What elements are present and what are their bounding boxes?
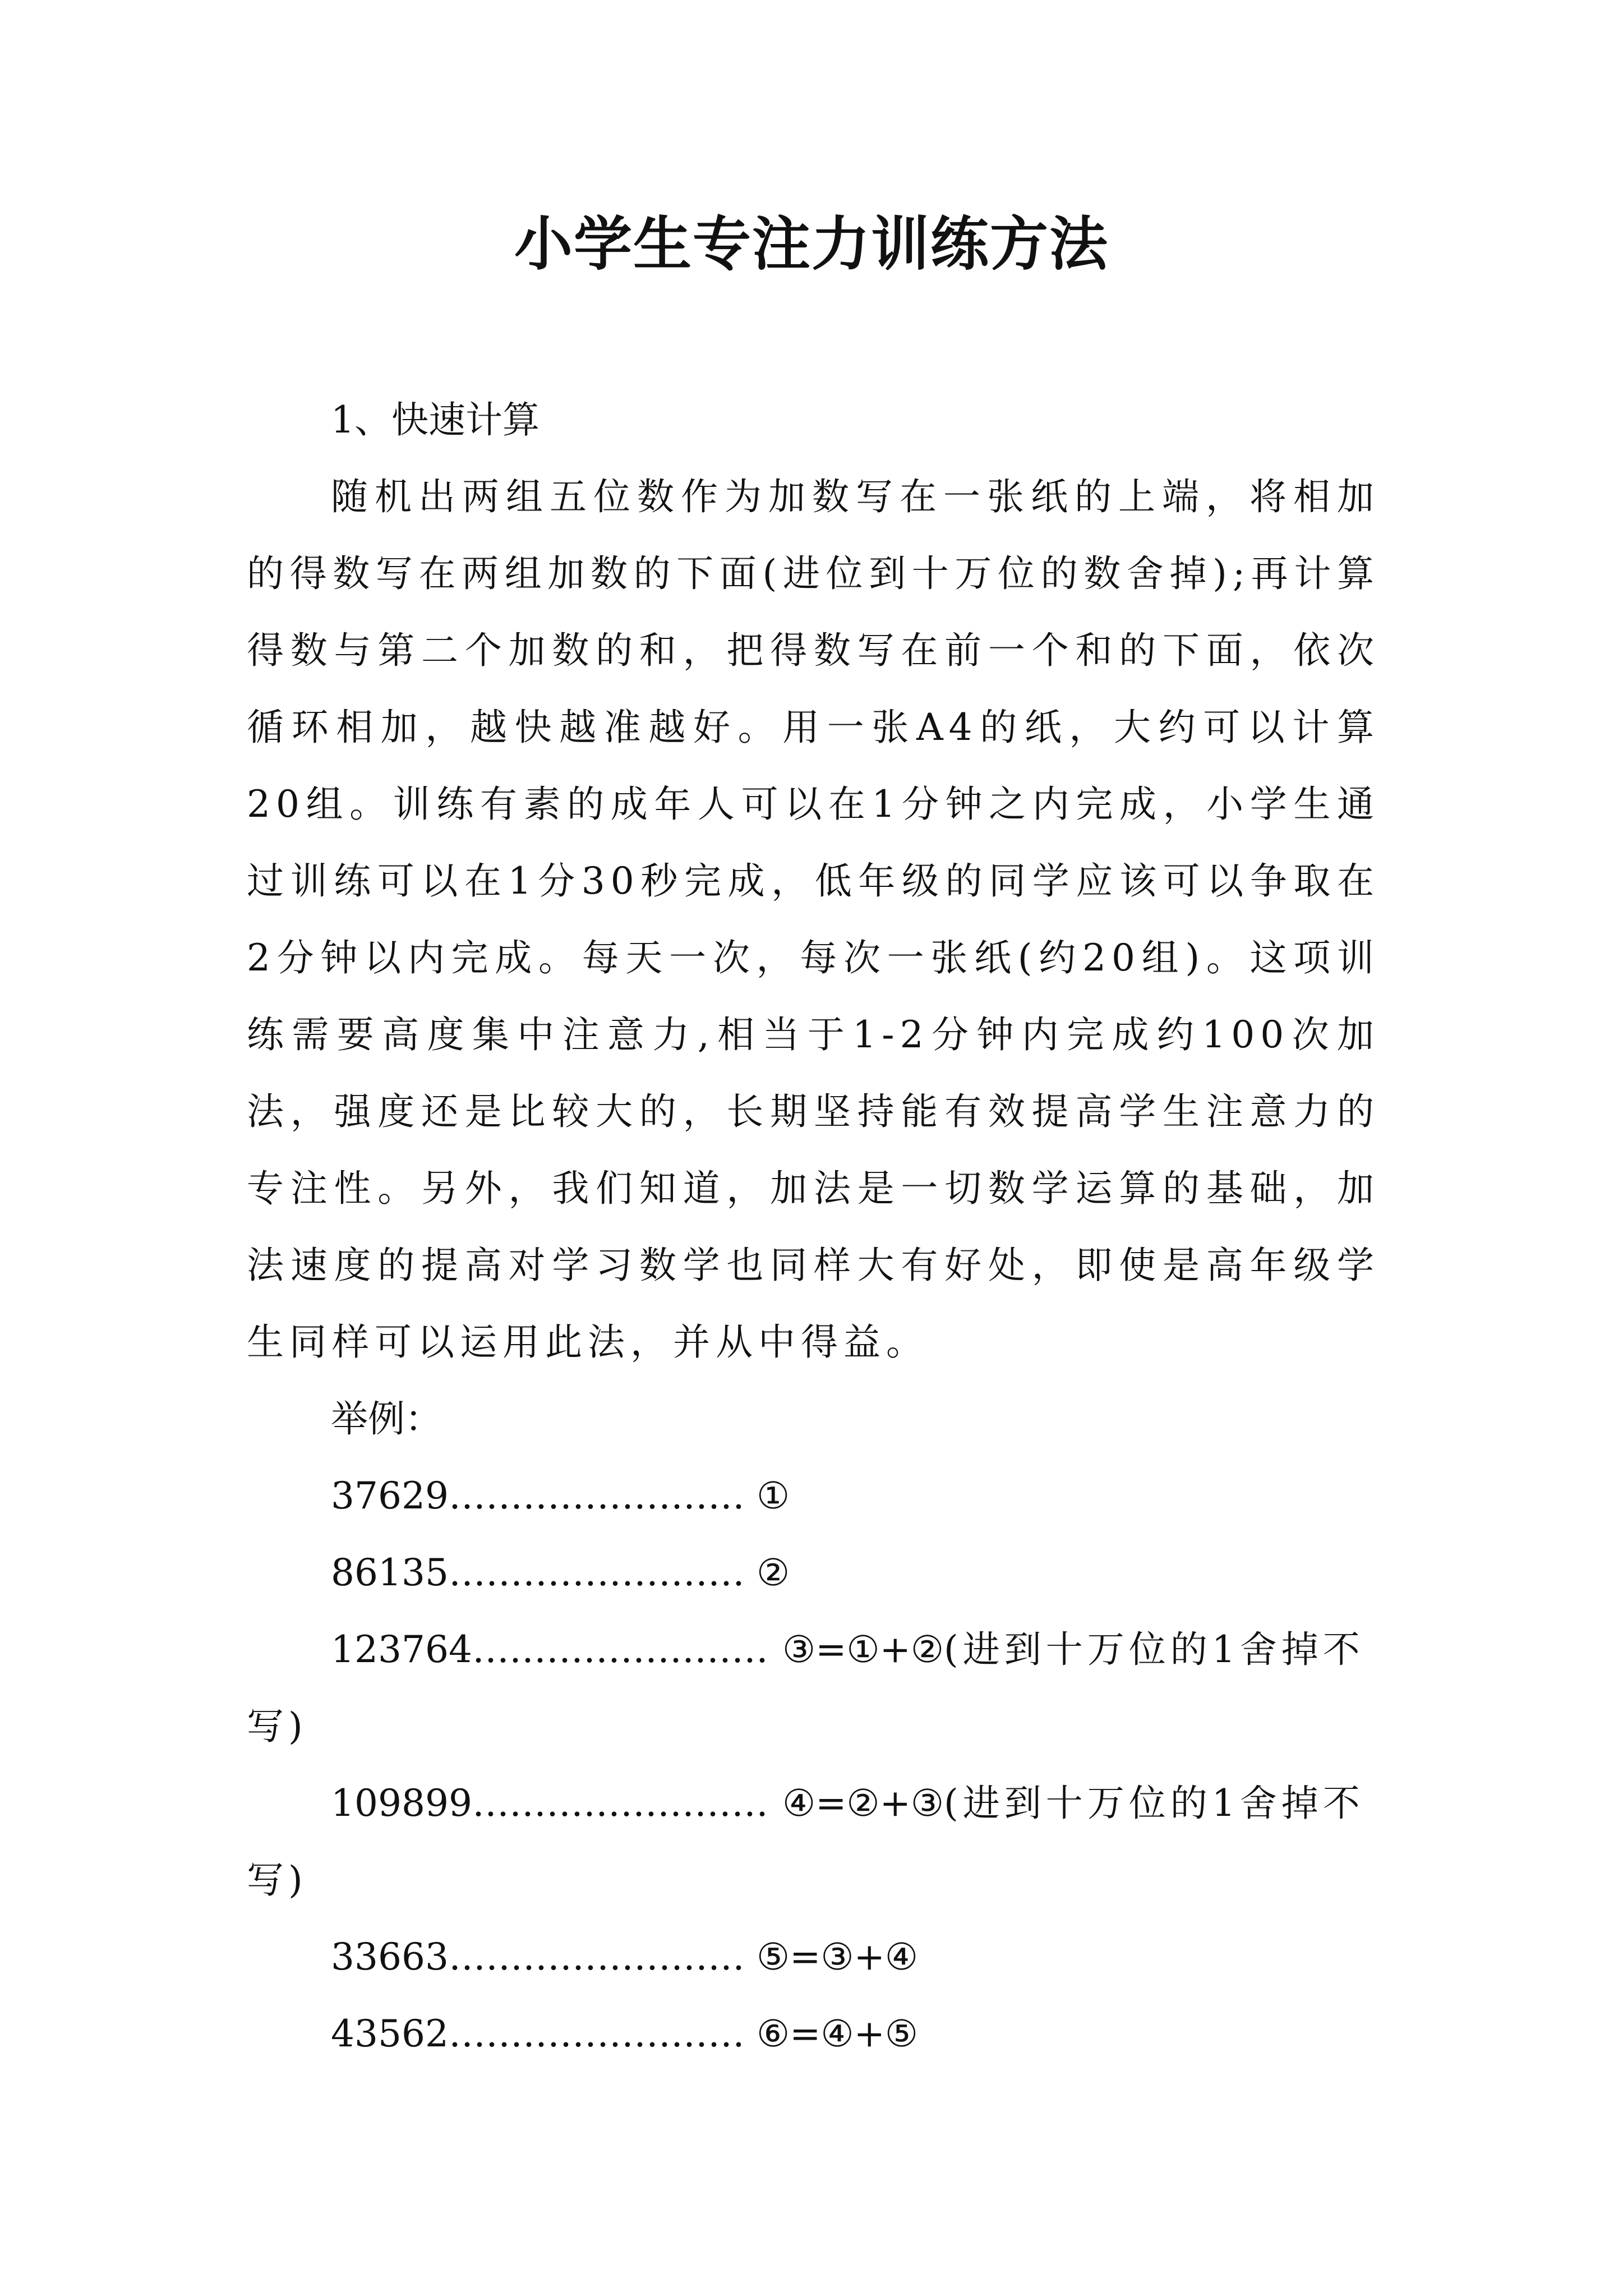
example-number: 37629: [331, 1474, 449, 1517]
example-row: [247, 1457, 1380, 1534]
example-number: 43562: [331, 2012, 449, 2055]
example-number: 33663: [331, 1935, 449, 1978]
example-mark: ⑥=④+⑤: [756, 2012, 919, 2055]
leader-dots: ……………………: [448, 1935, 745, 1978]
example-mark: ②: [756, 1551, 790, 1594]
example-number: 123764: [331, 1628, 472, 1671]
example-mark: ①: [756, 1474, 790, 1517]
example-row: [247, 1611, 1380, 1765]
leader-dots: ……………………: [448, 1474, 745, 1517]
section-heading: 1、快速计算: [331, 398, 540, 441]
example-label: 举例：: [331, 1397, 442, 1441]
example-mark: ④=②+③: [782, 1782, 944, 1825]
example-row: [247, 1765, 1380, 1918]
example-list: [247, 1457, 1380, 2072]
example-note: (进到十万位的1舍掉不写): [247, 1628, 1364, 1748]
document-body: [247, 381, 1380, 2072]
leader-dots: ……………………: [448, 1551, 745, 1594]
example-row: [247, 1534, 1380, 1611]
example-row: [247, 1918, 1380, 1995]
document-title: 小学生专注力训练方法: [514, 209, 1109, 278]
leader-dots: ……………………: [448, 2012, 745, 2055]
leader-dots: ……………………: [472, 1628, 768, 1671]
body-paragraph: 随机出两组五位数作为加数写在一张纸的上端，将相加的得数写在两组加数的下面(进位到十万位的数舍掉);再计算得数与第二个加数的和，把得数写在前一个和的下面，依次循环相加，越快越准越好。用一张A4的纸，大约可以计算20组。训练有素的成年人可以在1分钟之内完成，小学生通过训练可以在1分30秒完成，低年级的同学应该可以争取在2分钟以内完成。每天一次，每次一张纸(约20组)。这项训练需要高度集中注意力,相当于1-2分钟内完成约100次加法，强度还是比较大的，长期坚持能有效提高学生注意力的专注性。另外，我们知道，加法是一切数学运算的基础，加法速度的提高对学习数学也同样大有好处，即使是高年级学生同样可以运用此法，并从中得益。: [247, 475, 1380, 1364]
example-number: 86135: [331, 1551, 449, 1594]
example-note: (进到十万位的1舍掉不写): [247, 1782, 1364, 1902]
example-number: 109899: [331, 1782, 472, 1825]
example-mark: ⑤=③+④: [756, 1935, 919, 1978]
leader-dots: ……………………: [472, 1782, 768, 1825]
example-mark: ③=①+②: [782, 1628, 944, 1671]
example-row: [247, 1995, 1380, 2072]
